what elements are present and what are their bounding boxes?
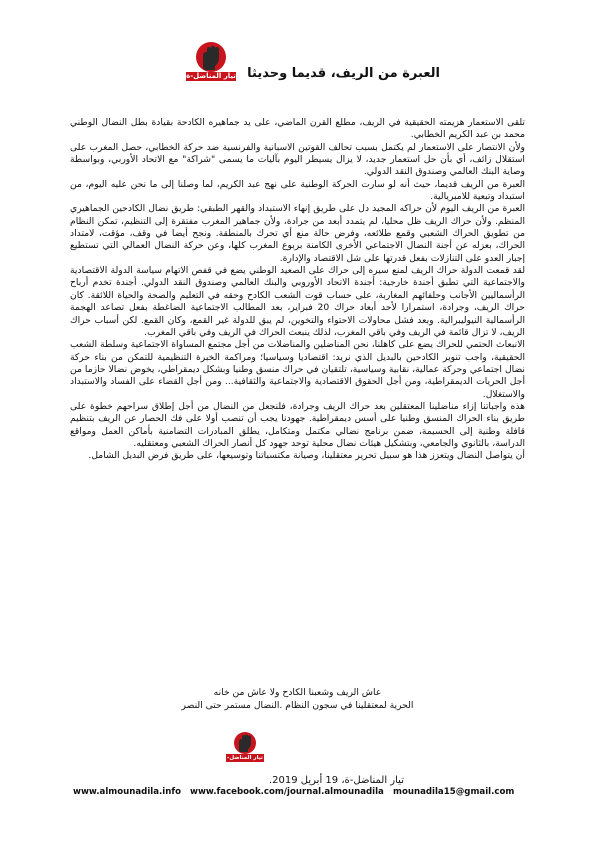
email-link[interactable]: mounadila15@gmail.com: [393, 787, 515, 797]
closing-line: عاش الريف وشعبنا الكادح ولا عاش من خانه: [213, 687, 382, 698]
logo-top: [184, 40, 238, 86]
closing-line: الحرية لمعتقلينا في سجون النظام .النضال مستمر حتى النصر: [181, 699, 414, 711]
closing-slogans: [170, 687, 425, 712]
logo-caption: تيار المناضل-ة: [186, 72, 236, 80]
facebook-link[interactable]: www.facebook.com/journal.almounadila: [190, 787, 384, 797]
paragraph: الانبعاث الحتمي للحراك يضع على كاهلنا، نحن المناضلين والمناضلات من أجل مجتمع المساواة الاجتماعية وسلطة الشعب الحقيقية، واجب تنوير الكادحين بالبديل الذي نريد: اقتصاديا وسياسيا؛ ومراكمة الخبرة التنظيمية للتمكن من بناء حركة نضال اجتماعي وحركة عمالية، نقابية وسياسية، تلتقيان في حراك منسق وطنيا وبشكل ديمقراطي، يخوض نضالا حازما من أجل الحريات الديمقراطية، ومن أجل الحقوق الاقتصادية والاجتماعية والثقافية... ومن أجل القضاء على الفساد والاستبداد والاستغلال.: [70, 339, 525, 400]
paragraph: العبرة من الريف قديما، حيث أنه لو سارت الحركة الوطنية على نهج عبد الكريم، لما وصلنا إلى ما نحن عليه اليوم، من استبداد وتبعية للامبريالية.: [70, 178, 525, 203]
paragraph: تلقى الاستعمار هزيمته الحقيقية في الريف، مطلع القرن الماضي، على يد جماهيره الكادحة بقيادة بطل النضال الوطني محمد بن عبد الكريم الخطابي.: [70, 117, 525, 141]
logo-bottom: [225, 730, 265, 769]
signature-date: تيار المناضل-ة، 19 أبريل 2019.: [268, 775, 404, 786]
paragraph: هذه واجباتنا إزاء مناضلينا المعتقلين بعد حراك الريف وجرادة، فلنجعل من النضال من أجل إطلاق سراحهم خطوة على طريق بناء الحراك المنسق وطنيا على أسس ديمقراطية. جهودنا يجب أن تنصب أولا على فك الحصار عن الريف بتنظيم قافلة وطنية إلى الحسيمة، ضمن برنامج نضالي مكتمل ومتكامل، يطلق المبادرات التضامنية بأماكن العمل ومواقع الدراسة، بالثانوي والجامعي، وبتشكيل هيئات نضال محلية توحد جهود كل أنصار الحراك الشعبي ومعتقليه.: [70, 400, 525, 449]
website-link[interactable]: www.almounadila.info: [73, 787, 181, 797]
paragraph: أن يتواصل النضال ويتعزز هذا هو سبيل تحرير معتقلينا، وصيانة مكتسباتنا وتوسيعها، على طريق فرض البديل الشامل.: [88, 450, 525, 462]
paragraph: ولأن الانتصار على الاستعمار لم يكتمل بسبب تحالف القوتين الاسبانية والفرنسية ضد حركة الخطابي، حصل المغرب على استقلال زائف، أي بأن حل استعمار جديد، لا يزال يسيطر اليوم بآليات ما يسمى "شراكة" مع الاتحاد الأوربي، وبواسطة وصاية البنك العالمي وصندوق النقد الدولي.: [70, 141, 525, 178]
paragraph: لقد قمعت الدولة حراك الريف لمنع سيره إلى حراك على الصعيد الوطني يضع في قفص الاتهام سياسة الدولة الاقتصادية والاجتماعية التي تطبق أجندة خارجية: أجندة الاتحاد الأوروبي والبنك العالمي وصندوق النقد الدولي. أجندة تخدم أرباح الرأسماليين الأجانب وحلفائهم المغاربة، على حساب قوت الشعب الكادح وحقه في التعليم والصحة والحياة اللائقة. كان حراك الريف، وجرادة، استمرارا لأحد أبعاد حراك 20 فبراير، بعد المطالب الاجتماعية الضاغطة بفعل تصاعد الهجمة الرأسمالية النيوليبرالية. وبعد فشل محاولات الاحتواء والتخوين، لم يبق للدولة غير القمع، وكان القمع. لكن أسباب حراك الريف، لا تزال قائمة في الريف وفي باقي المغرب، لذلك ينبعث الحراك في الريف وفي باقي المغرب.: [70, 265, 525, 338]
page-title: العبرة من الريف، قديما وحديثا: [247, 66, 440, 81]
logo-caption: تيار المناضل-ة: [227, 755, 263, 769]
body-text: [70, 117, 525, 463]
paragraph: العبرة من الريف اليوم لأن حراكه المجيد دل على طريق إنهاء الاستبداد والقهر الطبقي: طريق نضال الكادحين الجماهيري المنظم. ولأن حراك الريف ظل محليا، لم يتمدد أبعد من جرادة، ولأن جماهير المغرب مفتقرة إلى التنظيم، تمكن النظام من تطويق الحراك الشعبي وقمع طلائعه، وفرض حالة منع أي تحرك بالمنطقة. ونجح أيضا في وقف، مؤقت، لامتداد الحراك، بعزله عن أجنة النضال الاجتماعي الأخرى الكامنة بربوع المغرب كلها، وعن حركة النضال العمالي التي تستطيع إجبار العدو على التنازلات بفعل قدرتها على شل الاقتصاد والإدارة.: [70, 203, 525, 264]
